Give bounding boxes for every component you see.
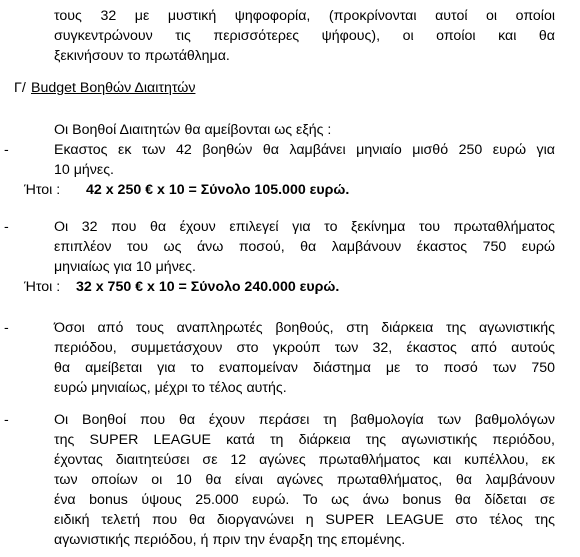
item-1-line-2: 10 μήνες. [54, 162, 114, 178]
lead-sentence: Οι Βοηθοί Διαιτητών θα αμείβονται ως εξής : [54, 122, 332, 138]
item-4-line-4: των οποίων οι 10 θα είναι αγώνες πρωταθλήματος, θα λαμβάνουν [54, 472, 555, 488]
item-4-line-7: αγωνιστικής περιόδου, ή πριν την έναρξη της επομένης. [54, 532, 406, 548]
item-2-line-3: μηνιαίως για 10 μήνες. [54, 259, 196, 275]
item-3-line-3: θα αμείβεται για το εναπομείναν διάστημα με το ποσό των 750 [54, 360, 555, 376]
item-4-line-5: ένα bonus ύψους 25.000 ευρώ. Το ως άνω bonus θα δίδεται σε [54, 492, 555, 508]
bullet-dash: - [4, 320, 9, 336]
item-3-line-2: περιόδου, συμμετάσχουν στο γκρούπ των 32, έκαστος από αυτούς [54, 340, 555, 356]
item-3-line-4: ευρώ μηνιαίως, μέχρι το τέλος αυτής. [54, 380, 287, 396]
item-3-line-1: Όσοι από τους αναπληρωτές βοηθούς, στη διάρκεια της αγωνιστικής [54, 320, 555, 336]
item-1-line-1: Εκαστος εκ των 42 βοηθών θα λαμβάνει μηνιαίο μισθό 250 ευρώ για [54, 142, 555, 158]
intro-line-3: ξεκινήσουν το πρωτάθλημα. [54, 48, 230, 64]
item-2-line-1: Οι 32 που θα έχουν επιλεγεί για το ξεκίνημα του πρωταθλήματος [54, 219, 555, 235]
item-1-calculation: 42 x 250 € x 10 = Σύνολο 105.000 ευρώ. [86, 182, 350, 198]
item-4-line-2: της SUPER LEAGUE κατά τη διάρκεια της αγωνιστικής περιόδου, [54, 432, 555, 448]
item-1-calc-prefix: Ήτοι : [24, 182, 61, 198]
item-2-calc-prefix: Ήτοι : [24, 279, 61, 295]
item-4-line-1: Οι Βοηθοί που θα έχουν περάσει τη βαθμολογία των βαθμολόγων [54, 412, 555, 428]
bullet-dash: - [4, 412, 9, 428]
section-title: Budget Βοηθών Διαιτητών [31, 80, 196, 96]
bullet-dash: - [4, 142, 9, 158]
item-2-line-2: επιπλέον του ως άνω ποσού, θα λαμβάνουν έκαστος 750 ευρώ [54, 239, 555, 255]
item-2-calculation: 32 x 750 € x 10 = Σύνολο 240.000 ευρώ. [76, 279, 340, 295]
intro-line-1: τους 32 με μυστική ψηφοφορία, (προκρίνονται αυτοί οι οποίοι [54, 8, 555, 24]
section-prefix: Γ/ [14, 80, 26, 96]
item-4-line-3: έχοντας διαιτητεύσει σε 12 αγώνες πρωταθλήματος και κυπέλλου, εκ [54, 452, 555, 468]
bullet-dash: - [4, 219, 9, 235]
intro-line-2: συγκεντρώνουν τις περισσότερες ψήφους), οι οποίοι και θα [54, 28, 555, 44]
item-4-line-6: ειδική τελετή που θα διοργανώνει η SUPER LEAGUE στο τέλος της [54, 512, 555, 528]
